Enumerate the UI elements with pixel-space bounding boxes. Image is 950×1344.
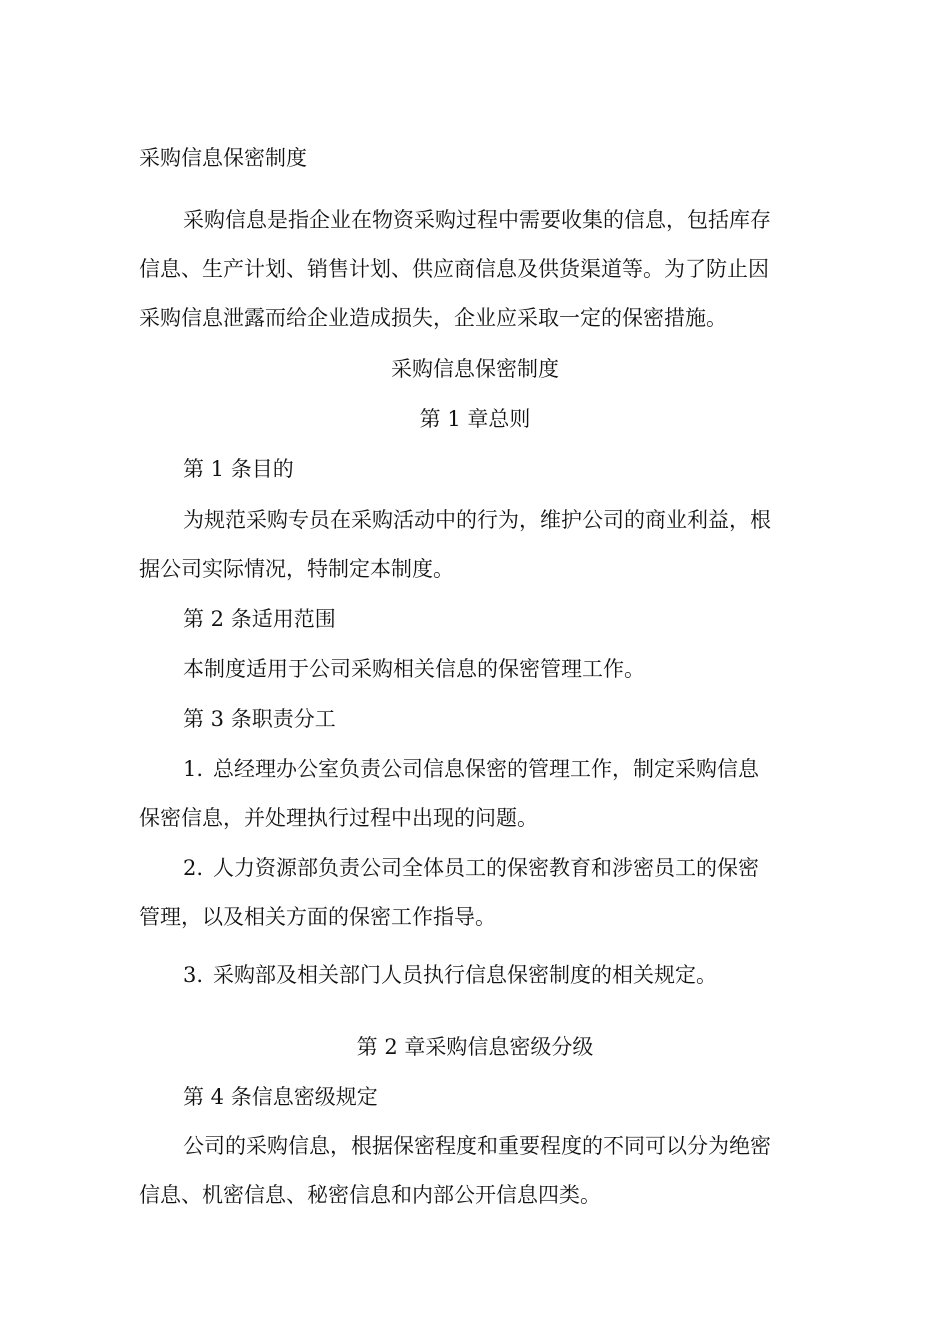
duty-item-1-line-2: 保密信息，并处理执行过程中出现的问题。 <box>139 806 538 830</box>
article-2-title: 第 2 条适用范围 <box>183 607 336 631</box>
article-2-body: 本制度适用于公司采购相关信息的保密管理工作。 <box>183 657 645 681</box>
article-1-title: 第 1 条目的 <box>183 457 294 481</box>
duty-item-3-number: 3. <box>183 963 204 987</box>
duty-item-3 <box>183 951 811 1000</box>
article-4-line-1: 公司的采购信息，根据保密程度和重要程度的不同可以分为绝密 <box>183 1134 771 1158</box>
duty-item-1-number: 1. <box>183 757 204 781</box>
duty-item-3-text: 采购部及相关部门人员执行信息保密制度的相关规定。 <box>213 963 717 987</box>
duty-item-2-text: 人力资源部负责公司全体员工的保密教育和涉密员工的保密 <box>213 856 759 880</box>
intro-line-3: 采购信息泄露而给企业造成损失，企业应采取一定的保密措施。 <box>139 306 727 330</box>
article-4-line-2: 信息、机密信息、秘密信息和内部公开信息四类。 <box>139 1183 601 1207</box>
duty-item-1-text: 总经理办公室负责公司信息保密的管理工作，制定采购信息 <box>213 757 759 781</box>
document-title: 采购信息保密制度 <box>139 146 307 170</box>
duty-item-1 <box>183 745 811 794</box>
article-1-line-2: 据公司实际情况，特制定本制度。 <box>139 557 454 581</box>
duty-item-2-line-2: 管理，以及相关方面的保密工作指导。 <box>139 905 496 929</box>
intro-line-2: 信息、生产计划、销售计划、供应商信息及供货渠道等。为了防止因 <box>139 257 769 281</box>
duty-item-2-number: 2. <box>183 856 204 880</box>
article-1-line-1: 为规范采购专员在采购活动中的行为，维护公司的商业利益，根 <box>183 508 771 532</box>
chapter-1-heading: 第 1 章总则 <box>419 407 531 431</box>
intro-line-1: 采购信息是指企业在物资采购过程中需要收集的信息，包括库存 <box>183 208 771 232</box>
centered-title: 采购信息保密制度 <box>391 357 559 381</box>
article-4-title: 第 4 条信息密级规定 <box>183 1085 378 1109</box>
duty-item-2 <box>183 844 811 893</box>
chapter-2-heading: 第 2 章采购信息密级分级 <box>356 1035 594 1059</box>
article-3-title: 第 3 条职责分工 <box>183 707 336 731</box>
